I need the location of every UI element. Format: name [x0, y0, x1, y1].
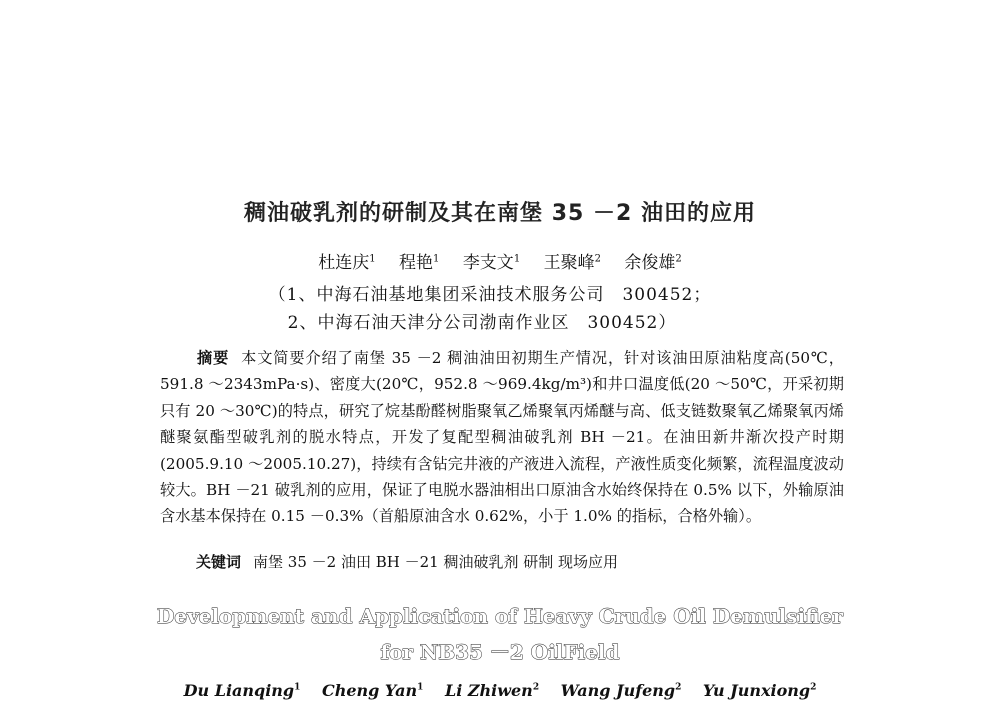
abstract-label: 摘要	[197, 349, 230, 367]
author-name: 李支文	[462, 253, 514, 273]
author	[624, 253, 681, 273]
english-author-name: Wang Jufeng	[560, 681, 676, 700]
keywords	[196, 551, 618, 572]
author	[463, 253, 520, 273]
keywords-text: 南堡 35 －2 油田 BH －21 稠油破乳剂 研制 现场应用	[253, 553, 618, 571]
english-author-affil-mark: 1	[417, 682, 424, 693]
author	[399, 253, 439, 273]
author-affil-mark: 2	[675, 253, 682, 265]
english-author	[445, 681, 539, 700]
author	[318, 253, 375, 273]
english-author-list	[0, 681, 1000, 700]
english-author-name: Cheng Yan	[321, 681, 418, 700]
english-author	[703, 681, 816, 700]
english-author-name: Yu Junxiong	[702, 681, 811, 700]
author-name: 程艳	[399, 253, 434, 273]
english-title-line-1: Development and Application of Heavy Crude Oil Demulsifier	[157, 604, 843, 628]
english-author-affil-mark: 2	[532, 682, 540, 693]
author	[544, 253, 601, 273]
abstract	[160, 345, 844, 530]
english-author	[322, 681, 423, 700]
paper-title: 稠油破乳剂的研制及其在南堡 35 －2 油田的应用	[244, 201, 756, 226]
english-author	[184, 681, 301, 700]
author-affil-mark: 2	[594, 253, 601, 265]
author-affil-mark: 1	[433, 253, 440, 265]
affiliation-line-2: 2、中海石油天津分公司渤南作业区 300452）	[287, 313, 677, 333]
author-affil-mark: 1	[369, 253, 376, 265]
english-author-name: Li Zhiwen	[444, 681, 533, 700]
author-affil-mark: 1	[513, 253, 521, 265]
author-list	[0, 248, 1000, 273]
english-author-affil-mark: 2	[675, 682, 682, 693]
english-author	[561, 681, 682, 700]
english-title-line-2: for NB35 －2 OilField	[380, 640, 620, 664]
english-author-affil-mark: 2	[810, 682, 817, 693]
affiliation-line-1: （1、中海石油基地集团采油技术服务公司 300452；	[268, 285, 712, 305]
keywords-label: 关键词	[196, 553, 242, 571]
author-name: 王聚峰	[543, 253, 595, 273]
english-author-name: Du Lianqing	[183, 681, 295, 700]
abstract-text: 本文简要介绍了南堡 35 －2 稠油油田初期生产情况，针对该油田原油粘度高(50℃，591.8 ～2343mPa·s)、密度大(20℃，952.8 ～969.4kg/m³)和井口温度低(20 ～50℃，开采初期只有 20 ～30℃)的特点，研究了烷基酚醛树脂聚氧乙烯聚氧丙烯醚与高、低支链数聚氧乙烯聚氧丙烯醚聚氨酯型破乳剂的脱水特点，开发了复配型稠油破乳剂 BH －21。在油田新井渐次投产时期(2005.9.10 ～2005.10.27)，持续有含钻完井液的产液进入流程，产液性质变化频繁，流程温度波动较大。BH －21 破乳剂的应用，保证了电脱水器油相出口原油含水始终保持在 0.5% 以下，外输原油含水基本保持在 0.15 －0.3%（首船原油含水 0.62%，小于 1.0% 的指标，合格外输）。	[160, 349, 844, 526]
english-author-affil-mark: 1	[294, 682, 301, 693]
author-name: 余俊雄	[624, 253, 676, 273]
author-name: 杜连庆	[318, 253, 370, 273]
